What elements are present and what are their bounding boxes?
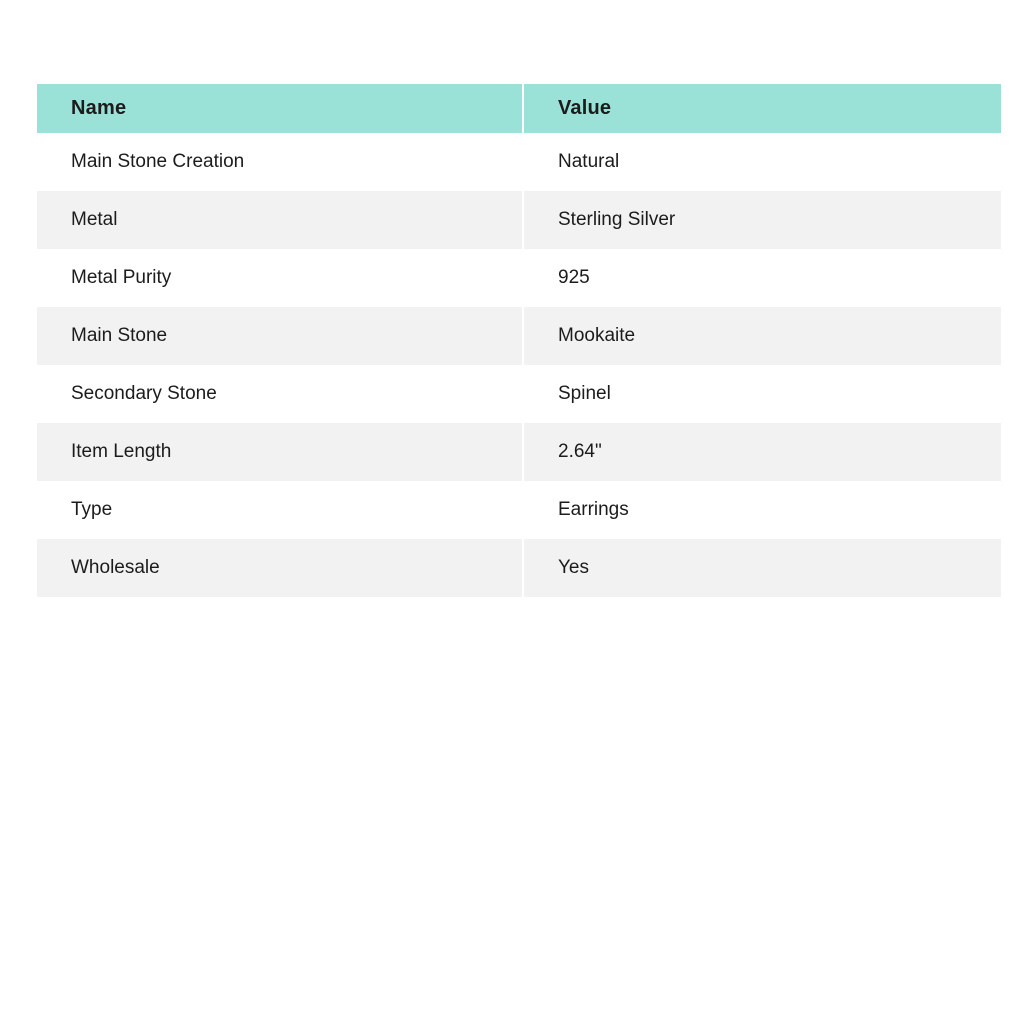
attribute-name-cell: Type [37, 481, 523, 539]
table-header [37, 84, 1001, 133]
column-header-value: Value [523, 84, 1001, 133]
attribute-name-cell: Main Stone Creation [37, 133, 523, 191]
attribute-value-cell: Spinel [523, 365, 1001, 423]
attribute-name-cell: Item Length [37, 423, 523, 481]
attribute-value-cell: Natural [523, 133, 1001, 191]
attribute-name-cell: Metal [37, 191, 523, 249]
attribute-name-cell: Wholesale [37, 539, 523, 597]
column-header-name: Name [37, 84, 523, 133]
attribute-value-cell: 925 [523, 249, 1001, 307]
table-row [37, 249, 1001, 307]
table-row [37, 191, 1001, 249]
table-row [37, 539, 1001, 597]
table-body [37, 133, 1001, 597]
attribute-name-cell: Metal Purity [37, 249, 523, 307]
table-row [37, 423, 1001, 481]
table-row [37, 307, 1001, 365]
product-attributes-table [37, 84, 1001, 597]
attribute-value-cell: Yes [523, 539, 1001, 597]
attribute-value-cell: Sterling Silver [523, 191, 1001, 249]
attribute-name-cell: Secondary Stone [37, 365, 523, 423]
attribute-value-cell: Earrings [523, 481, 1001, 539]
attribute-value-cell: 2.64" [523, 423, 1001, 481]
attribute-name-cell: Main Stone [37, 307, 523, 365]
attribute-value-cell: Mookaite [523, 307, 1001, 365]
table-row [37, 133, 1001, 191]
table-header-row [37, 84, 1001, 133]
table-row [37, 365, 1001, 423]
table-row [37, 481, 1001, 539]
